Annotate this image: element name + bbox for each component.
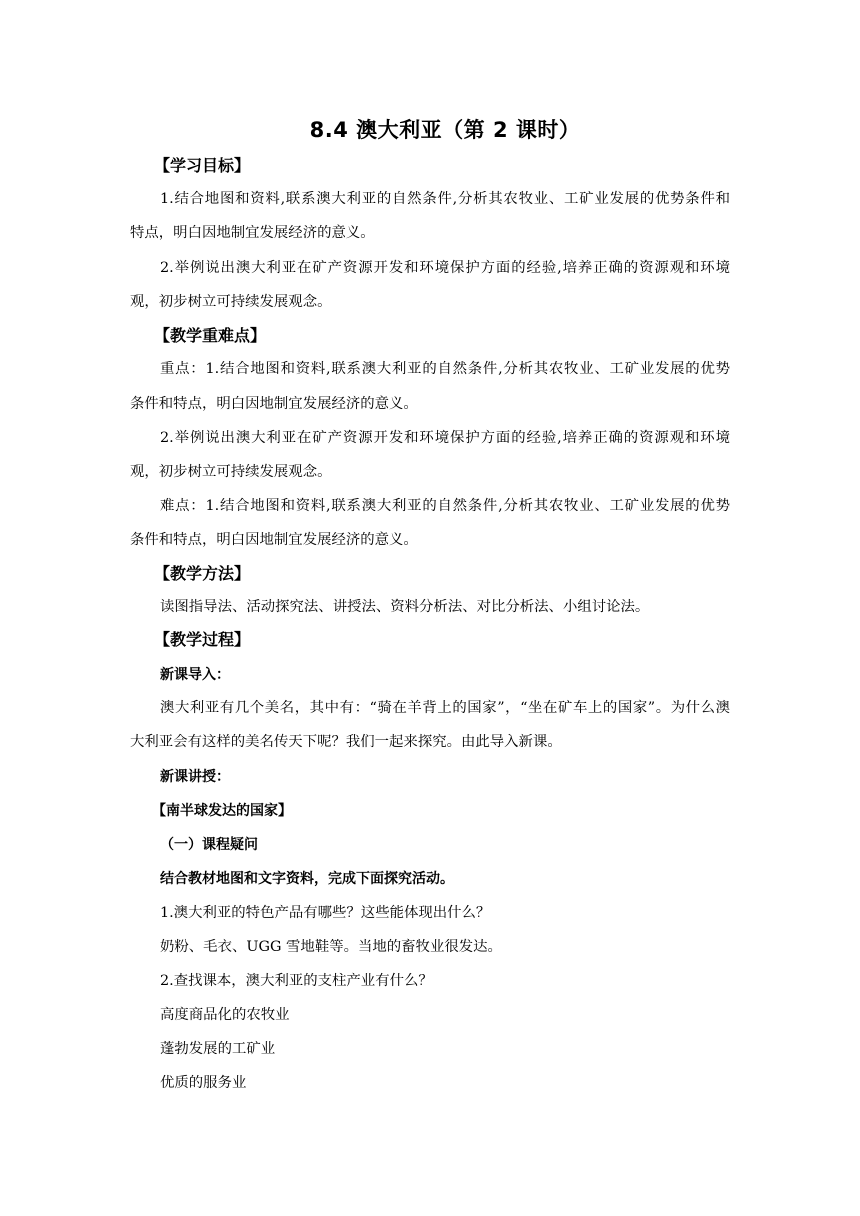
difficulty-line-2: 条件和特点，明白因地制宜发展经济的意义。 [130,532,418,548]
key-points-heading: 【教学重难点】 [154,326,267,345]
goal-2-line-2: 观，初步树立可持续发展观念。 [130,294,332,310]
answer-2-item-1: 高度商品化的农牧业 [160,1007,290,1023]
intro-line-2: 大利亚会有这样的美名传天下呢？我们一起来探究。由此导入新课。 [130,734,562,750]
task-text: 结合教材地图和文字资料，完成下面探究活动。 [160,871,454,887]
question-2: 2.查找课本，澳大利亚的支柱产业有什么？ [160,973,433,989]
methods-heading: 【教学方法】 [154,564,251,583]
topic-heading: 【南半球发达的国家】 [152,803,292,819]
methods-text: 读图指导法、活动探究法、讲授法、资料分析法、对比分析法、小组讨论法。 [160,599,650,615]
lecture-label: 新课讲授： [160,769,230,785]
key-point-2-line-1: 2.举例说出澳大利亚在矿产资源开发和环境保护方面的经验,培养正确的资源观和环境 [160,430,730,446]
key-point-2-line-2: 观，初步树立可持续发展观念。 [130,464,332,480]
difficulty-line-1: 难点：1.结合地图和资料,联系澳大利亚的自然条件,分析其农牧业、工矿业发展的优势 [160,498,730,514]
answer-2-item-3: 优质的服务业 [160,1075,247,1091]
intro-label: 新课导入： [160,667,230,683]
goal-1-line-1: 1.结合地图和资料,联系澳大利亚的自然条件,分析其农牧业、工矿业发展的优势条件和 [160,191,730,207]
answer-2-item-2: 蓬勃发展的工矿业 [160,1041,276,1057]
key-point-line-2: 条件和特点，明白因地制宜发展经济的意义。 [130,396,418,412]
answer-1: 奶粉、毛衣、UGG 雪地鞋等。当地的畜牧业很发达。 [160,939,502,955]
goals-heading: 【学习目标】 [154,156,251,175]
question-1: 1.澳大利亚的特色产品有哪些？这些能体现出什么？ [160,905,491,921]
part-1-heading: （一）课程疑问 [160,837,258,853]
page-title: 8.4 澳大利亚（第 2 课时） [309,118,581,142]
goal-2-line-1: 2.举例说出澳大利亚在矿产资源开发和环境保护方面的经验,培养正确的资源观和环境 [160,260,730,276]
process-heading: 【教学过程】 [154,630,251,649]
goal-1-line-2: 特点，明白因地制宜发展经济的意义。 [130,225,375,241]
key-point-line-1: 重点：1.结合地图和资料,联系澳大利亚的自然条件,分析其农牧业、工矿业发展的优势 [160,361,730,377]
intro-line-1: 澳大利亚有几个美名，其中有：“骑在羊背上的国家”，“坐在矿车上的国家”。为什么澳 [160,700,730,716]
